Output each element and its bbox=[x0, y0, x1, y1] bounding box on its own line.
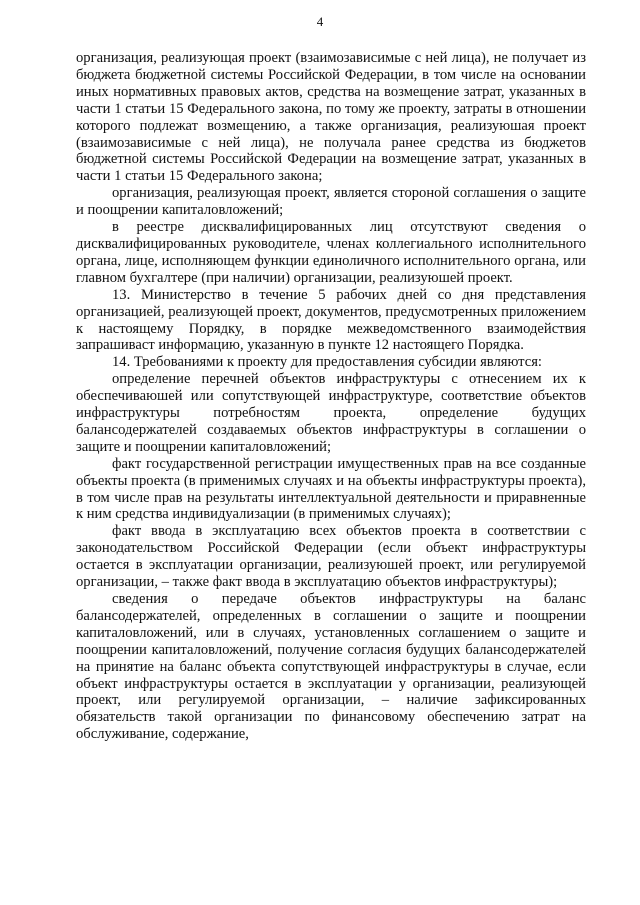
paragraph-2: организация, реализующая проект, является стороной соглашения о защите и поощрении капиталовложений; bbox=[76, 185, 586, 219]
paragraph-7: факт государственной регистрации имущественных прав на все созданные объекты проекта (в применимых случаях и на объекты инфраструктуры проекта), в том числе прав на результаты интеллектуальной деятельности и приравненные к ним средства индивидуализации (в применимых случаях); bbox=[76, 455, 586, 523]
paragraph-8: факт ввода в эксплуатацию всех объектов проекта в соответствии с законодательством Российской Федерации (если объект инфраструктуры остается в эксплуатации организации, реализуюшей проект, или регулируемой организации, – также факт ввода в эксплуатацию объектов инфраструктуры); bbox=[76, 523, 586, 591]
paragraph-9: сведения о передаче объектов инфраструктуры на баланс балансодержателей, определенных в соглашении о защите и поощрении капиталовложений, или в случаях, установленных соглашением о защите и поощрении капиталовложений, получение согласия будущих балансодержателей на принятие на баланс объекта сопутствующей инфраструктуры в случае, если объект инфраструктуры остается в эксплуатации у организации, реализующей проект, или регулируемой организации, – наличие зафиксированных обязательств такой организации по финансовому обеспечению затрат на обслуживание, содержание, bbox=[76, 591, 586, 743]
document-body bbox=[76, 50, 586, 743]
paragraph-6: определение перечней объектов инфраструктуры с отнесением их к обеспечиваюшей или сопутствующей инфраструктуре, соответствие объектов инфраструктуры потребностям проекта, определение будущих балансодержателей создаваемых объектов инфраструктуры в соглашении о защите и поощрении капиталовложений; bbox=[76, 371, 586, 455]
paragraph-1: организация, реализующая проект (взаимозависимые с ней лица), не получает из бюджета бюджетной системы Российской Федерации, в том числе на основании иных нормативных правовых актов, средства на возмещение затрат, указанных в части 1 статьи 15 Федерального закона, по тому же проекту, затраты в отношении которого подлежат возмещению, а также организация, реализуюшая проект (взаимозависимые с ней лица), не получала ранее средства из бюджетов бюджетной системы Российской Федерации на возмещение затрат, указанных в части 1 статьи 15 Федерального закона; bbox=[76, 50, 586, 185]
page-number: 4 bbox=[316, 14, 324, 29]
paragraph-3: в реестре дисквалифицированных лиц отсутствуют сведения о дисквалифицированных руководителе, членах коллегиального исполнительного органа, лице, исполняющем функции единоличного исполнительного органа, или главном бухгалтере (при наличии) организации, реализуюшей проект. bbox=[76, 219, 586, 286]
paragraph-4: 13. Министерство в течение 5 рабочих дней со дня представления организацией, реализующей проект, документов, предусмотренных приложением к настоящему Порядку, в порядке межведомственного взаимодействия запрашиваст информацию, указанную в пункте 12 настоящего Порядка. bbox=[76, 286, 586, 354]
paragraph-5: 14. Требованиями к проекту для предоставления субсидии являются: bbox=[112, 354, 542, 371]
